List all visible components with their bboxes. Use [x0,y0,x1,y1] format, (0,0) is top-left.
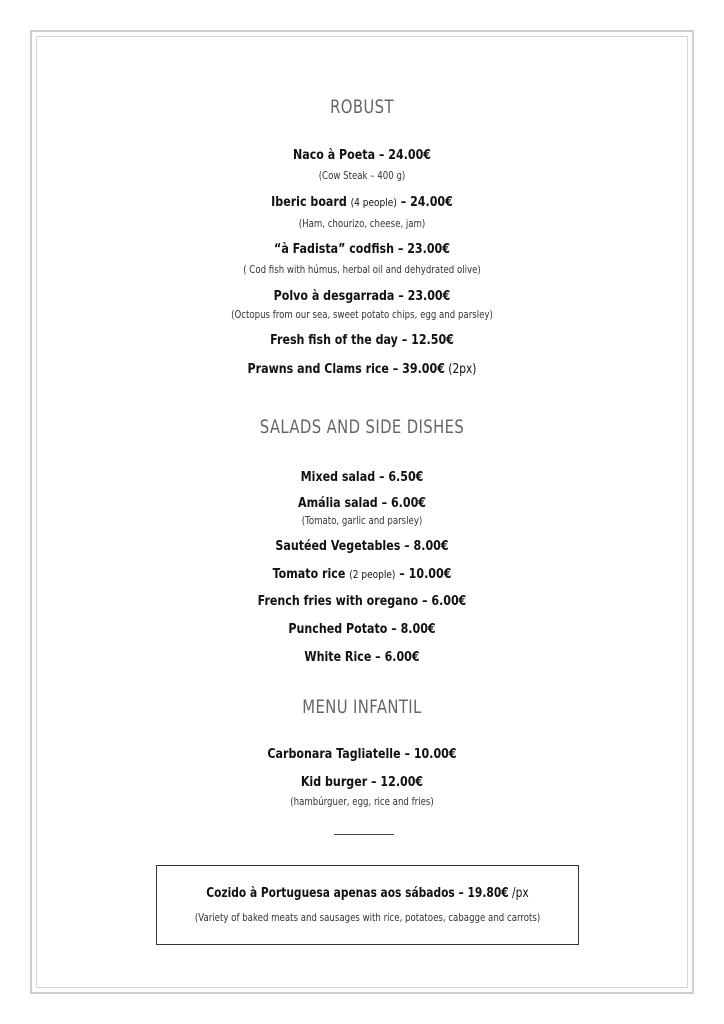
dish-iberic-board [65,194,659,210]
dish-amalia-salad: Amália salad – 6.00€ [298,495,426,511]
dish-polvo-a-desgarrada: Polvo à desgarrada – 23.00€ [273,288,451,304]
dish-sauteed-vegetables: Sautéed Vegetables – 8.00€ [275,538,449,554]
dish-desc: (Cow Steak – 400 g) [318,170,406,182]
section-title-kids: MENU INFANTIL [302,696,422,718]
special-dish-box [156,865,579,945]
dish-mixed-salad: Mixed salad – 6.50€ [300,469,424,485]
dish-prawns-clams-rice [65,361,659,377]
dish-note: (4 people) [350,196,397,209]
dish-white-rice: White Rice – 6.00€ [304,649,420,665]
dish-name: Tomato rice [272,566,346,582]
dish-suffix: (2px) [444,362,477,377]
section-title-salads: SALADS AND SIDE DISHES [259,416,465,438]
dish-price: – 10.00€ [395,566,452,582]
dish-tomato-rice [65,566,659,582]
dish-desc: (Octopus from our sea, sweet potato chips, egg and parsley) [231,309,493,321]
dish-french-fries: French fries with oregano – 6.00€ [257,593,467,609]
dish-desc: ( Cod fish with húmus, herbal oil and dehydrated olive) [243,264,481,276]
dish-price: – 24.00€ [396,194,453,210]
dish-desc: (hambúrguer, egg, rice and fries) [290,796,434,808]
dish-fadista-codfish: “à Fadista” codfish – 23.00€ [274,241,450,257]
divider [334,834,394,835]
dish-note: (2 people) [349,568,396,581]
dish-name: Prawns and Clams rice – 39.00€ [247,361,445,377]
special-dish-suffix: /px [508,886,529,901]
dish-naco-a-poeta: Naco à Poeta – 24.00€ [292,147,432,163]
dish-name: Iberic board [271,194,347,210]
section-title-robust: ROBUST [330,96,394,118]
dish-desc: (Ham, chourizo, cheese, jam) [298,218,426,230]
special-dish-name: Cozido à Portuguesa apenas aos sábados – 19.80€ [206,886,509,901]
dish-carbonara-tagliatelle: Carbonara Tagliatelle – 10.00€ [267,746,457,762]
special-dish-desc: (Variety of baked meats and sausages with rice, potatoes, cabagge and carrots) [194,912,541,924]
dish-desc: (Tomato, garlic and parsley) [301,515,423,527]
dish-punched-potato: Punched Potato – 8.00€ [288,621,436,637]
dish-fresh-fish: Fresh fish of the day – 12.50€ [270,332,454,348]
special-dish [195,886,540,901]
dish-kid-burger: Kid burger – 12.00€ [300,774,424,790]
